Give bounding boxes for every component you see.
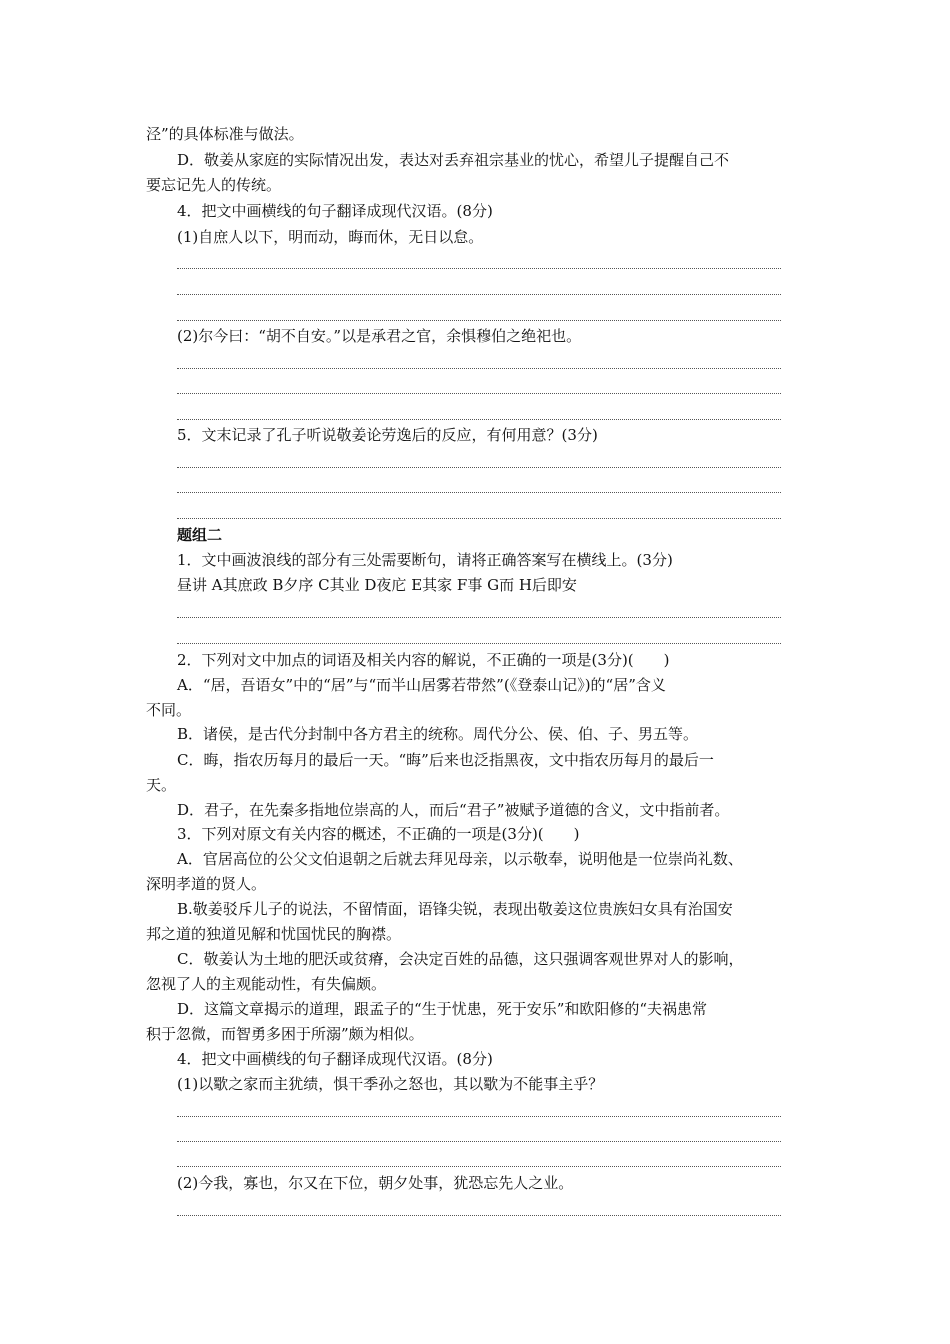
question-2-option-a-line2: 不同。	[146, 701, 192, 719]
answer-line[interactable]	[177, 368, 781, 369]
group-2-question-4-sentence-2: (2)今我，寡也，尔又在下位，朝夕处事，犹恐忘先人之业。	[177, 1174, 574, 1192]
answer-line[interactable]	[177, 320, 781, 321]
question-3: 3．下列对原文有关内容的概述，不正确的一项是(3分)( )	[177, 825, 580, 843]
option-d-line1: D．敬姜从家庭的实际情况出发，表达对丢弃祖宗基业的忧心，希望儿子提醒自己不	[177, 151, 730, 169]
answer-line[interactable]	[177, 467, 781, 468]
question-3-option-d-line1: D．这篇文章揭示的道理，跟孟子的“生于忧患，死于安乐”和欧阳修的“夫祸患常	[177, 1000, 708, 1018]
question-1: 1．文中画波浪线的部分有三处需要断句，请将正确答案写在横线上。(3分)	[177, 551, 673, 569]
question-2-option-b: B．诸侯，是古代分封制中各方君主的统称。周代分公、侯、伯、子、男五等。	[177, 725, 699, 743]
group-2-heading: 题组二	[177, 526, 223, 544]
question-1-text: 昼讲 A其庶政 B夕序 C其业 D夜庀 E其家 F事 G而 H后即安	[177, 576, 577, 594]
question-3-option-d-line2: 积于忽微，而智勇多困于所溺”颇为相似。	[146, 1025, 424, 1043]
answer-line[interactable]	[177, 1166, 781, 1167]
answer-line[interactable]	[177, 268, 781, 269]
answer-line[interactable]	[177, 643, 781, 644]
question-2-option-c-line1: C．晦，指农历每月的最后一天。“晦”后来也泛指黑夜，文中指农历每月的最后一	[177, 751, 714, 769]
answer-line[interactable]	[177, 1116, 781, 1117]
option-c-tail: 泾”的具体标准与做法。	[146, 125, 304, 143]
answer-line[interactable]	[177, 1141, 781, 1142]
question-2-option-a-line1: A．“居，吾语女”中的“居”与“而半山居雾若带然”(《登泰山记》)的“居”含义	[177, 676, 666, 694]
answer-line[interactable]	[177, 393, 781, 394]
answer-line[interactable]	[177, 518, 781, 519]
answer-line[interactable]	[177, 294, 781, 295]
question-3-option-c-line1: C．敬姜认为土地的肥沃或贫瘠，会决定百姓的品德，这只强调客观世界对人的影响，	[177, 950, 744, 968]
group-2-question-4-sentence-1: (1)以歜之家而主犹绩，惧干季孙之怒也，其以歜为不能事主乎？	[177, 1075, 604, 1093]
question-3-option-c-line2: 忽视了人的主观能动性，有失偏颇。	[146, 975, 387, 993]
question-4-sentence-1: (1)自庶人以下，明而动，晦而休，无日以怠。	[177, 228, 484, 246]
answer-line[interactable]	[177, 419, 781, 420]
question-4-sentence-2: (2)尔今曰：“胡不自安。”以是承君之官，余惧穆伯之绝祀也。	[177, 327, 582, 345]
question-2-option-d: D．君子，在先秦多指地位崇高的人，而后“君子”被赋予道德的含义，文中指前者。	[177, 801, 730, 819]
option-d-line2: 要忘记先人的传统。	[146, 176, 282, 194]
question-4-heading: 4．把文中画横线的句子翻译成现代汉语。(8分)	[177, 202, 493, 220]
answer-line[interactable]	[177, 617, 781, 618]
question-3-option-b-line2: 邦之道的独道见解和忧国忧民的胸襟。	[146, 925, 402, 943]
answer-line[interactable]	[177, 492, 781, 493]
question-3-option-b-line1: B.敬姜驳斥儿子的说法，不留情面，语锋尖锐，表现出敬姜这位贵族妇女具有治国安	[177, 900, 733, 918]
question-2: 2．下列对文中加点的词语及相关内容的解说，不正确的一项是(3分)( )	[177, 651, 670, 669]
answer-line[interactable]	[177, 1215, 781, 1216]
question-2-option-c-line2: 天。	[146, 776, 177, 794]
question-5: 5．文末记录了孔子听说敬姜论劳逸后的反应，有何用意？(3分)	[177, 426, 598, 444]
question-3-option-a-line2: 深明孝道的贤人。	[146, 875, 267, 893]
question-3-option-a-line1: A．官居高位的公父文伯退朝之后就去拜见母亲，以示敬奉，说明他是一位崇尚礼数、	[177, 850, 743, 868]
group-2-question-4-heading: 4．把文中画横线的句子翻译成现代汉语。(8分)	[177, 1050, 493, 1068]
